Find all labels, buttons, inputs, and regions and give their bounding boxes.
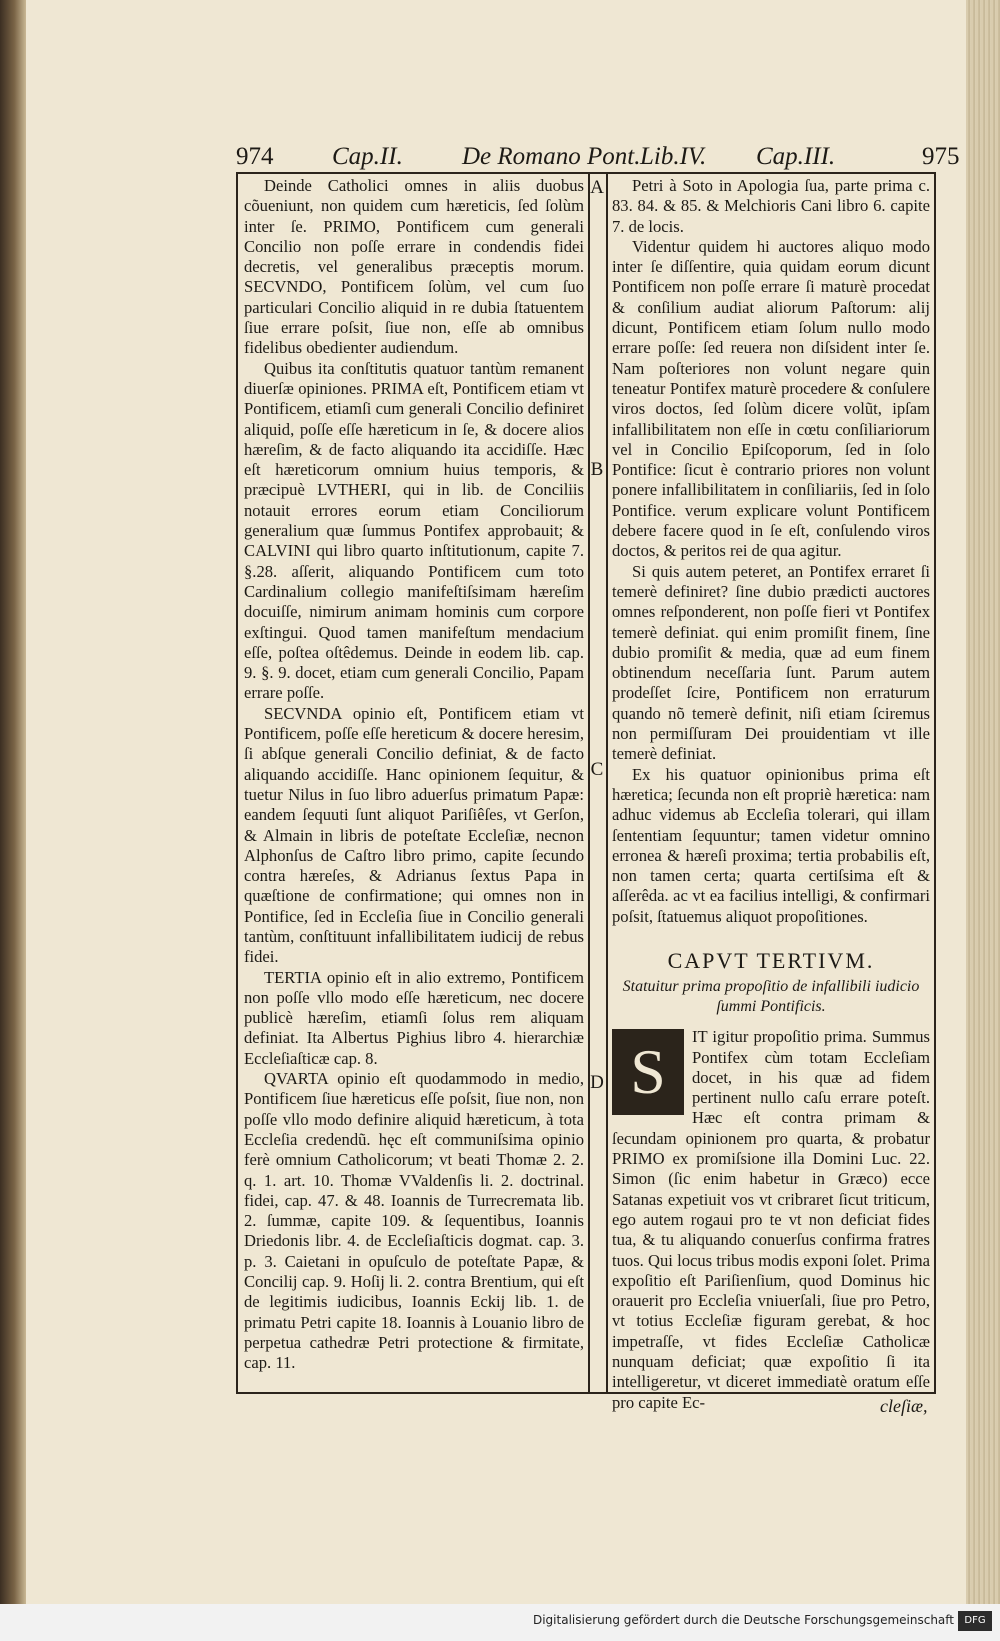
dfg-logo-icon: DFG [958, 1611, 992, 1631]
paragraph: SECVNDA opinio eſt, Pontificem etiam vt Pontificem, poſſe eſſe hereticum & docere heresim, ſi abſque generali Concilio definiat, & de facto aliquando accidiſſe. Hanc opinionem ſequitur, & tuetur Nilus in ſuo libro aduerſus primatum Papæ: eandem ſequuti ſunt aliquot Pariſiêſes, vt Gerſon, & Almain in libris de poteſtate Eccleſiæ, necnon Alphonſus de Caſtro libro primo, capite ſecundo contra hæreſes, & Adrianus ſextus Papa in quæſtione de confirmatione; qui omnes non in Pontifice, ſed in Eccleſia ſiue in Concilio generali tantùm, conſtituunt infallibilitatem iudicij de rebus fidei. [244, 703, 584, 967]
paragraph: Si quis autem peteret, an Pontifex erraret ſi temerè definiret? ſine dubio prædicti auctores omnes reſponderent, non poſſe fieri vt Pontifex temerè definiat. qui enim promiſit finem, ſine dubio promiſit & media, quæ ad eum finem obtinendum neceſſaria ſunt. Parum autem prodeſſet ſcire, Pontificem non erraturum quando nõ temerè definit, niſi etiam ſciremus non permiſſuram Dei prouidentiam vt ille temerè definiat. [612, 561, 930, 764]
paragraph: QVARTA opinio eſt quodammodo in medio, Pontificem ſiue hæreticus eſſe poſsit, ſiue non, non poſſe vllo modo definire aliquid hæreticum, à tota Eccleſia credendũ. hęc eſt communiſsima opinio ferè omnium Catholicorum; vt beati Thomæ 2. 2. q. 1. art. 10. Thomæ VValdenſis li. 2. doctrinal. fidei, cap. 47. & 48. Ioannis de Turrecremata lib. 2. ſummæ, capite 109. & ſequentibus, Ioannis Driedonis libr. 4. de Eccleſiaſticis dogmat. cap. 3. p. 3. Caietani in opuſculo de poteſtate Papæ, & Concilij cap. 9. Hoſij li. 2. contra Brentium, qui eſt de legitimis iudicibus, Ioannis Eckij lib. 1. de primatu Petri capite 18. Ioannis à Louanio libro de perpetua cathedræ Petri protectione & firmitate, cap. 11. [244, 1069, 584, 1373]
footer-strip [0, 1604, 1000, 1641]
page-number-right: 975 [922, 143, 960, 170]
catchword: cleſiæ, [880, 1396, 928, 1416]
margin-letter-b: B [590, 459, 604, 480]
paragraph: TERTIA opinio eſt in alio extremo, Pontificem non poſſe vllo modo eſſe hæreticum, nec docere publicè hæreſim, etiamſi ſolus rem aliquam definiat. Ita Albertus Pighius libro 4. hierarchiæ Eccleſiaſticæ cap. 8. [244, 967, 584, 1068]
decorated-initial: S [612, 1029, 684, 1115]
left-column [244, 176, 584, 1374]
column-rule [588, 172, 590, 1394]
paragraph: Videntur quidem hi auctores aliquo modo inter ſe diſſentire, quia quidam eorum dicunt Pontificem non poſſe errare ſi maturè procedat & conſilium audiat aliorum Paſtorum: alij dicunt, Pontificem etiam ſolum nullo modo errare poſſe: ſed reuera non diſsident inter ſe. Nam poſteriores non volunt negare quin teneatur Pontifex maturè procedere & conſulere viros doctos, ſed ſolùm dicere volũt, ipſam infallibilitatem non eſſe in cœtu conſiliariorum vel in Concilio Epiſcoporum, ſed in ſolo Pontifice: ſicut è contrario priores non volunt ponere infallibilitatem in conſiliariis, ſed in ſolo Pontifice. verum explicare volunt Pontificem debere facere quod in ſe eſt, conſulendo viros doctos, & peritos rei de qua agitur. [612, 236, 930, 561]
margin-letter-a: A [590, 177, 604, 198]
paragraph: Petri à Soto in Apologia ſua, parte prima c. 83. 84. & 85. & Melchioris Cani libro 6. capite 7. de locis. [612, 176, 930, 236]
right-column [612, 176, 930, 1413]
column-rule [606, 172, 608, 1394]
page-number-left: 974 [236, 143, 274, 170]
page-edges [966, 0, 1000, 1641]
margin-letter-c: C [590, 759, 604, 780]
running-title: De Romano Pont. [462, 143, 641, 170]
chapter-subtitle: Statuitur prima propoſitio de infallibili iudicio ſummi Pontificis. [622, 978, 920, 1016]
paragraph: IT igitur propoſitio prima. Summus Pontifex cùm totam Eccleſiam docet, in his quæ ad fidem pertinent nullo caſu errare poteſt. Hæc eſt contra primam & ſecundam opinionem pro quarta, & probatur PRIMO ex promiſsione illa Domini Luc. 22. Simon (ſic enim habetur in Græco) ecce Satanas expetiuit vos vt cribraret ſicut triticum, ego autem rogaui pro te vt non deficiat fides tua, & tu aliquando conuerſus confirma fratres tuos. Qui locus tribus modis exponi ſolet. Prima expoſitio eſt Pariſienſium, quod Dominus hic orauerit pro Eccleſia vniuerſali, ſiue pro Petro, vt totius Eccleſiæ figuram gerebat, & hoc impetraſſe, vt fides Eccleſiæ Catholicæ nunquam deficiat; quæ expoſitio ſi ita intelligeretur, vt diceret immediatè oratum eſſe pro capite Ec- [612, 1027, 930, 1412]
book-label: Lib.IV. [640, 143, 707, 170]
chapter-label-right: Cap.III. [756, 143, 836, 170]
margin-letter-d: D [590, 1072, 604, 1093]
paragraph: Quibus ita conſtitutis quatuor tantùm remanent diuerſæ opiniones. PRIMA eſt, Pontificem etiam vt Pontificem, etiamſi cum generali Concilio definiret aliquid, poſſe eſſe hæreticum in ſe, & docere alios hæreſim, & de facto aliquando ita accidiſſe. Hæc eſt hæreticorum omnium huius temporis, & præcipuè LVTHERI, qui in lib. de Conciliis notauit errores eorum etiam Conciliorum generalium quæ ſummus Pontifex approbauit; & CALVINI qui libro quarto inſtitutionum, capite 7. §.28. aſſerit, aliquando Pontificem cum toto Cardinalium collegio manifeſtiſsimam hæreſim docuiſſe, nimirum animam hominis cum corpore exſtingui. Quod tamen manifeſtum mendacium eſſe, poſtea oſtêdemus. Deinde in eodem lib. cap. 9. §. 9. docet, etiam cum generali Concilio, Papam errare poſſe. [244, 358, 584, 703]
funding-notice: Digitalisierung gefördert durch die Deutsche Forschungsgemeinschaft [532, 1613, 954, 1627]
chapter-heading: CAPVT TERTIVM. [667, 947, 875, 973]
book-spine [0, 0, 26, 1641]
paragraph: Ex his quatuor opinionibus prima eſt hæretica; ſecunda non eſt propriè hæretica: nam adhuc videmus ab Eccleſia tolerari, qui illam ſententiam ſequuntur; tamen videtur omnino erronea & hæreſi proxima; tertia probabilis eſt, non tamen certa; quarta certiſsima eſt & aſſerêda. ac vt ea facilius intelligi, & confirmari poſsit, ſtatuemus aliquot propoſitiones. [612, 764, 930, 926]
paragraph: Deinde Catholici omnes in aliis duobus cõueniunt, non quidem cum hæreticis, ſed ſolùm inter ſe. PRIMO, Pontificem cum generali Concilio non poſſe errare in condendis fidei decretis, vel generalibus præceptis morum. SECVNDO, Pontificem ſolùm, vel cum ſuo particulari Concilio aliquid in re dubia ſtatuentem ſiue errare poſsit, ſiue non, eſſe ab omnibus fidelibus obedienter audiendum. [244, 176, 584, 358]
chapter-label-left: Cap.II. [332, 143, 403, 170]
running-head [236, 140, 960, 174]
